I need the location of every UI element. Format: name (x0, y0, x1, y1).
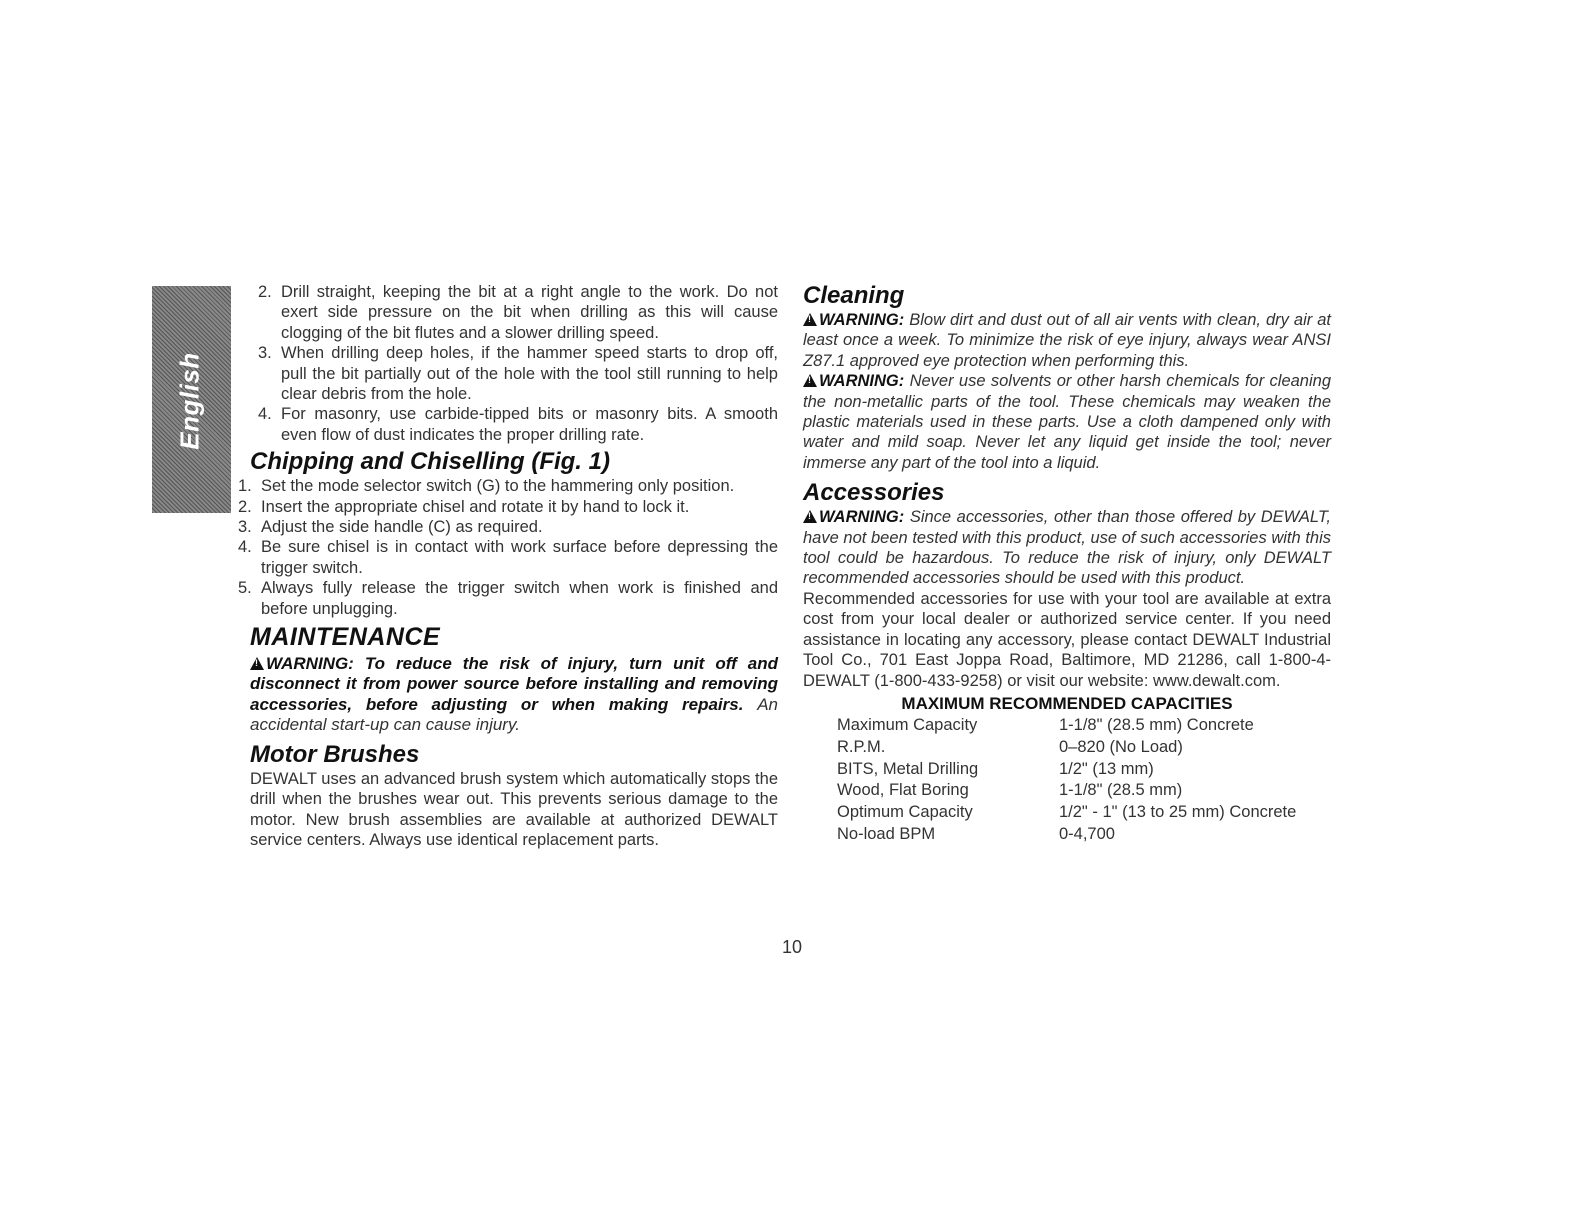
capacity-label: Wood, Flat Boring (837, 781, 969, 800)
warning-triangle-icon (250, 657, 264, 670)
capacities-table (837, 715, 1296, 846)
table-row (837, 737, 1296, 759)
list-item-text: Adjust the side handle (C) as required. (261, 518, 543, 537)
capacity-value: 0-4,700 (1059, 824, 1115, 843)
list-item-text: Drill straight, keeping the bit at a right angle to the work. Do not exert side pressure on the bit when drilling as this will cause clogging of the bit flutes and a slower drilling speed. (281, 283, 778, 342)
maintenance-warning (250, 654, 778, 735)
warning-triangle-icon (803, 510, 817, 523)
cleaning-heading: Cleaning (803, 282, 905, 309)
list-item-text: Be sure chisel is in contact with work surface before depressing the trigger switch. (261, 538, 778, 577)
capacity-value: 1-1/8" (28.5 mm) Concrete (1059, 715, 1254, 734)
motor-brushes-heading: Motor Brushes (250, 740, 420, 768)
warning-tail-text: An accidental start-up can cause injury. (250, 694, 778, 734)
right-column (803, 282, 1331, 846)
table-row (837, 715, 1296, 737)
table-row (837, 802, 1296, 824)
chipping-heading: Chipping and Chiselling (Fig. 1) (250, 448, 610, 476)
language-tab-label: English (174, 352, 205, 450)
list-item (230, 476, 778, 496)
list-item-number: 5. (238, 579, 252, 598)
warning-text: Never use solvents or other harsh chemicals for cleaning the non-metallic parts of the tool. These chemicals may weaken the plastic materials used in these parts. Use a cloth dampened only with water and mild soap. Never let any liquid get inside the tool; never immerse any part of the tool into a liquid. (803, 372, 1332, 472)
capacity-label: R.P.M. (837, 737, 886, 756)
capacity-value: 1/2" - 1" (13 to 25 mm) Concrete (1059, 803, 1297, 822)
language-tab (152, 286, 231, 513)
list-item-text: Set the mode selector switch (G) to the hammering only position. (261, 477, 735, 496)
capacity-label: Optimum Capacity (837, 803, 973, 822)
capacity-label: BITS, Metal Drilling (837, 759, 979, 778)
warning-label: WARNING: (819, 311, 905, 329)
list-item-text: Insert the appropriate chisel and rotate it by hand to lock it. (261, 497, 690, 516)
list-item-number: 4. (258, 405, 272, 424)
warning-text: Since accessories, other than those offered by DEWALT, have not been tested with this product, use of such accessories with this tool could be hazardous. To reduce the risk of injury, only DEWALT recommended accessories should be used with this product. (803, 508, 1331, 588)
warning-text: Blow dirt and dust out of all air vents with clean, dry air at least once a week. To minimize the risk of eye injury, always wear ANSI Z87.1 approved eye protection when performing this. (803, 311, 1331, 370)
accessories-warning (803, 507, 1331, 589)
table-row (837, 780, 1296, 802)
warning-label: WARNING: (819, 372, 905, 391)
capacity-value: 1/2" (13 mm) (1059, 759, 1154, 778)
list-item-text: Always fully release the trigger switch when work is finished and before unplugging. (261, 579, 778, 618)
list-item (250, 282, 778, 343)
accessories-heading: Accessories (803, 479, 945, 507)
list-item (250, 404, 778, 445)
motor-brushes-text: DEWALT uses an advanced brush system which automatically stops the drill when the brushes wear out. This prevents serious damage to the motor. New brush assemblies are available at authorized DEWALT service centers. Always use identical replacement parts. (250, 769, 778, 850)
page-number: 10 (781, 937, 803, 957)
list-item-text: For masonry, use carbide-tipped bits or masonry bits. A smooth even flow of dust indicates the proper drilling rate. (281, 405, 778, 444)
list-item (230, 517, 778, 537)
warning-label: WARNING: (819, 508, 905, 527)
maintenance-heading: MAINTENANCE (250, 623, 441, 652)
list-item (230, 497, 778, 517)
capacity-label: Maximum Capacity (837, 715, 978, 734)
warning-triangle-icon (803, 313, 817, 326)
left-column (238, 282, 778, 851)
capacities-title: MAXIMUM RECOMMENDED CAPACITIES (901, 693, 1233, 713)
table-row (837, 824, 1296, 846)
list-item (250, 343, 778, 404)
capacity-label: No-load BPM (837, 824, 936, 843)
list-item-number: 3. (258, 344, 272, 363)
accessories-body: Recommended accessories for use with your tool are available at extra cost from your local dealer or authorized service center. If you need assistance in locating any accessory, please contact DEWALT Industrial Tool Co., 701 East Joppa Road, Baltimore, MD 21286, call 1-800-4-DEWALT (1-800-433-9258) or visit our website: www.dewalt.com. (803, 589, 1331, 690)
drilling-steps-list (250, 282, 778, 445)
warning-text: To reduce the risk of injury, turn unit off and disconnect it from power source before installing and removing accessories, before adjusting or when making repairs. (250, 654, 778, 714)
list-item-number: 2. (258, 283, 272, 301)
list-item-text: When drilling deep holes, if the hammer speed starts to drop off, pull the bit partially out of the hole with the tool still running to help clear debris from the hole. (281, 344, 778, 404)
list-item-number: 2. (238, 497, 252, 516)
capacity-value: 0–820 (No Load) (1059, 737, 1183, 756)
list-item (230, 537, 778, 578)
capacity-value: 1-1/8" (28.5 mm) (1059, 781, 1183, 800)
table-row (837, 759, 1296, 781)
list-item-number: 1. (238, 477, 252, 496)
list-item-number: 4. (238, 538, 252, 557)
warning-triangle-icon (803, 374, 817, 387)
list-item-number: 3. (238, 518, 252, 537)
chipping-steps-list (230, 476, 778, 619)
warning-label: WARNING: (266, 654, 354, 674)
cleaning-warning-1 (803, 310, 1331, 371)
list-item (230, 578, 778, 619)
cleaning-warning-2 (803, 371, 1331, 473)
